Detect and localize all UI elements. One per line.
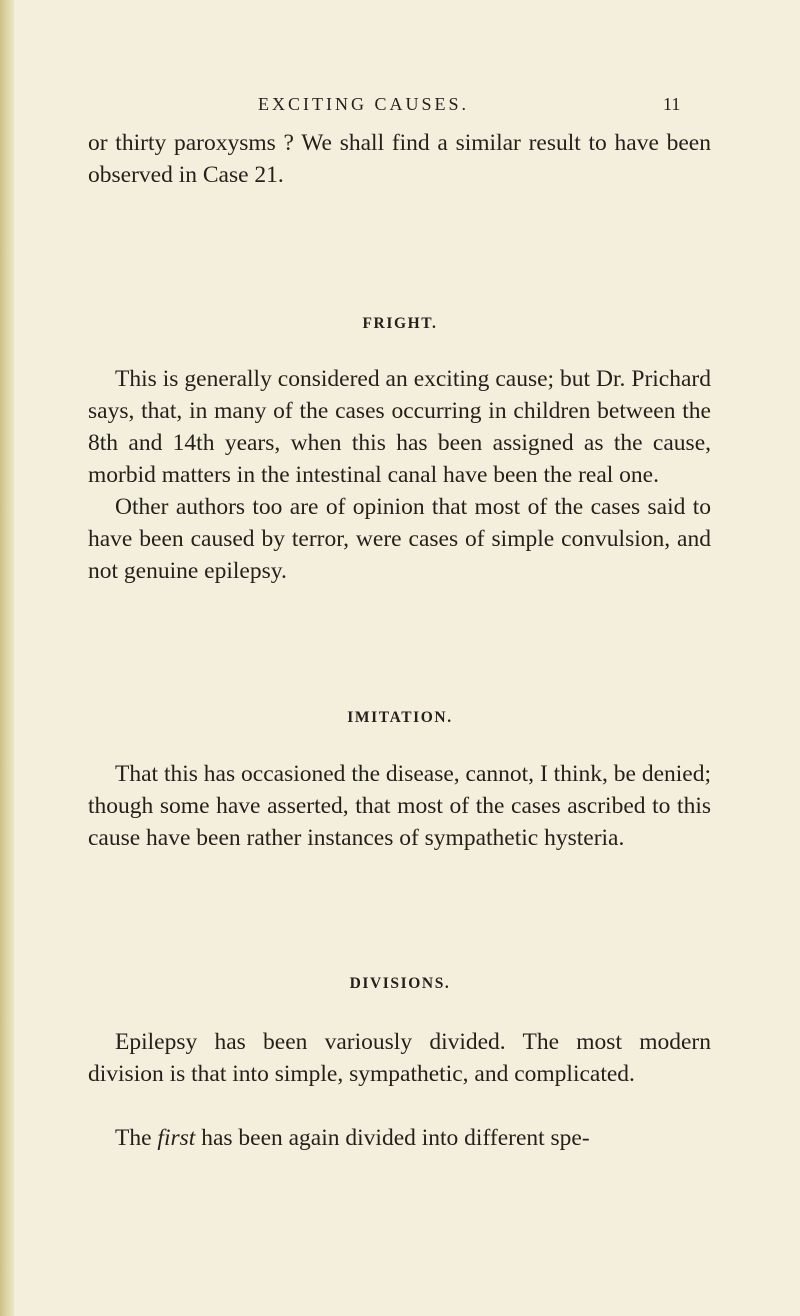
page-binding-edge [0, 0, 14, 1316]
paragraph-divisions [88, 1026, 711, 1090]
page-number: 11 [663, 94, 681, 114]
paragraph-continuation [88, 127, 711, 191]
running-head [0, 94, 800, 124]
paragraph-text [88, 1122, 711, 1154]
paragraph-text: That this has occasioned the disease, cannot, I think, be denied; though some have asserted, that most of the cases ascribed to this cause have been rather instances of sympathetic hysteria. [88, 761, 711, 851]
section-heading-divisions: DIVISIONS. [349, 975, 451, 992]
text-run: The [115, 1125, 158, 1151]
paragraph-imitation [88, 758, 711, 854]
running-head-title: EXCITING CAUSES. [258, 94, 470, 114]
paragraph-text: This is generally considered an exciting cause; but Dr. Prichard says, that, in many of the cases occurring in children between the 8th and 14th years, when this has been assigned as the cause, morbid matters in the intestinal canal have been the real one. [88, 366, 711, 488]
section-heading-fright: FRIGHT. [362, 315, 438, 332]
paragraph-fright [88, 363, 711, 587]
section-heading-imitation: IMITATION. [347, 709, 453, 726]
paragraph-text: or thirty paroxysms ? We shall find a similar result to have been observed in Case 21. [88, 130, 711, 188]
italic-word: first [157, 1125, 196, 1151]
paragraph-text: Other authors too are of opinion that most of the cases said to have been caused by terror, were cases of simple convulsion, and not genuine epilepsy. [88, 494, 711, 584]
paragraph-text: Epilepsy has been variously divided. The most modern division is that into simple, sympathetic, and complicated. [88, 1029, 711, 1087]
text-run: has been again divided into different spe- [195, 1125, 590, 1151]
paragraph-divisions-continued [88, 1122, 711, 1154]
